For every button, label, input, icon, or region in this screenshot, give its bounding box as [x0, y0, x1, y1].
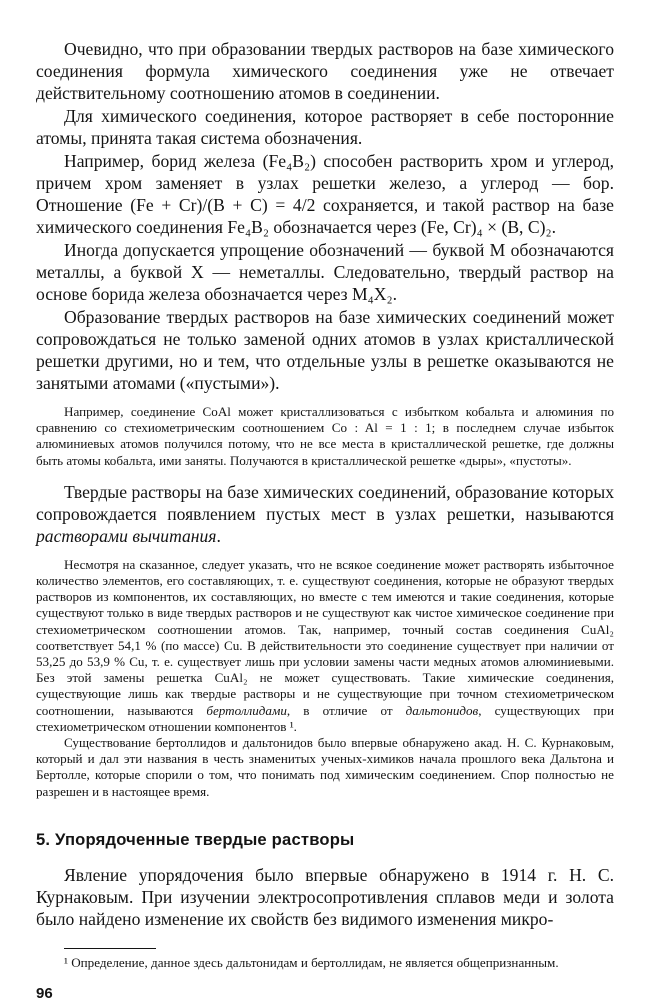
paragraph-4: Иногда допускается упрощение обозначений — буквой M обозначаются металлы, а буквой X — неметаллы. Следовательно, твердый раствор на основе борида железа обозначается через M₄X₂.	[36, 240, 614, 304]
small-note-2-mid: , в отличие от	[286, 702, 406, 718]
paragraph-1: Очевидно, что при образовании твердых растворов на базе химического соединения формула химического соединения уже не отвечает действительному соотношению атомов в соединении.	[36, 39, 614, 103]
small-note-2-start: Несмотря на сказанное, следует указать, что не всякое соединение может растворять избыточное количество элементов, его составляющих, т. е. существуют соединения, которые не образуют твердых растворов из компонентов, их составляющих, но вместе с тем имеются и такие соединения, которые существуют только в виде твердых растворов и не существуют как чистое химическое соединение при стехиометрическом соотношении атомов. Так, например, точный состав соединения CuAl₂ соответствует 54,1 % (по массе) Cu. В действительности это соединение существует при наличии от 53,25 до 53,9 % Cu, т. е. существует лишь при условии замены части медных атомов алюминиевыми. Без этой замены решетка CuAl₂ не может существовать. Такие химические соединения, существующие лишь как твердые растворы и не существующие при точном стехиометрическом соотношении, называются	[36, 556, 614, 718]
paragraph-3: Например, борид железа (Fe₄B₂) способен растворить хром и углерод, причем хром заменяет в узлах решетки железо, а углерод — бор. Отношение (Fe + Cr)/(B + C) = 4/2 сохраняется, и такой раствор на базе химического соединения Fe₄B₂ обозначается через (Fe, Cr)₄ × (B, C)₂.	[36, 151, 614, 237]
term-daltonides: дальтонидов	[405, 702, 479, 718]
small-note-block-1	[36, 404, 614, 469]
page-number: 96	[36, 985, 53, 1002]
term-berthollides: бертоллидами	[206, 702, 287, 718]
small-note-2-end: , существующих при стехиометрическом отношении компонентов ¹.	[36, 702, 614, 734]
term-subtraction-solutions: растворами вычитания	[36, 525, 217, 546]
section-heading: 5. Упорядоченные твердые растворы	[36, 829, 355, 849]
small-note-1: Например, соединение CoAl может кристаллизоваться с избытком кобальта и алюминия по сравнению со стехиометрическим соотношением Co : Al = 1 : 1; в последнем случае избыток алюминиевых атомов получился потому, что не все места в кристаллической решетке, где должны быть атомы кобальта, ими заняты. Получаются в кристаллической решетке «дыры», «пустоты».	[36, 404, 614, 468]
section-paragraph: Явление упорядочения было впервые обнаружено в 1914 г. Н. С. Курнаковым. При изучении электросопротивления сплавов меди и золота было найдено изменение их свойств без видимого изменения микро-	[36, 864, 614, 929]
footnote: ¹ Определение, данное здесь дальтонидам и бертоллидам, не является общепризнанным.	[64, 954, 559, 970]
paragraph-mid-start: Твердые растворы на базе химических соединений, образование которых сопровождается появлением пустых мест в узлах решетки, называются	[36, 481, 614, 524]
paragraph-subtraction-solutions	[36, 481, 614, 547]
paragraph-2: Для химического соединения, которое растворяет в себе посторонние атомы, принята такая система обозначения.	[36, 106, 614, 148]
small-note-block-2	[36, 557, 614, 800]
paragraph-mid-end: .	[216, 525, 221, 546]
small-note-3: Существование бертоллидов и дальтонидов было впервые обнаружено акад. Н. С. Курнаковым, который и дал эти названия в честь знаменитых ученых-химиков начала прошлого века Дальтона и Бертолле, которые спорили о том, что понимать под химическим соединением. Спор полностью не разрешен и в настоящее время.	[36, 735, 614, 799]
paragraph-5: Образование твердых растворов на базе химических соединений может сопровождаться не только заменой одних атомов в узлах кристаллической решетки другими, но и тем, что отдельные узлы в решетке оказываются не занятыми атомами («пустыми»).	[36, 307, 614, 393]
small-note-2	[36, 557, 614, 735]
footnote-divider	[64, 948, 156, 949]
